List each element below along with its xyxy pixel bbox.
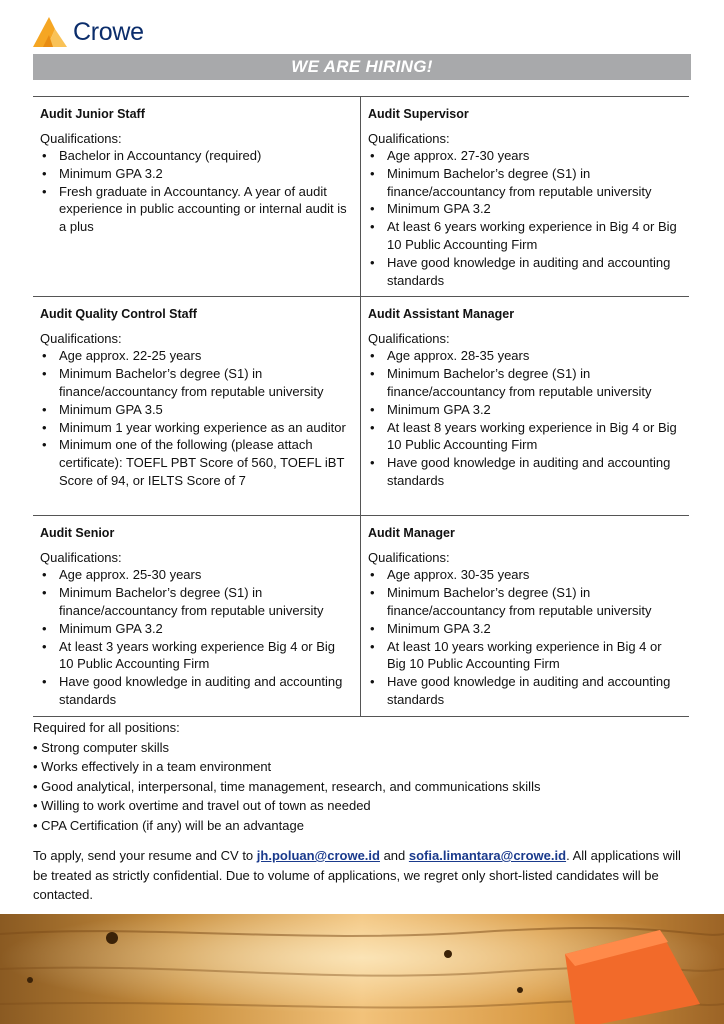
general-heading: Required for all positions:	[33, 720, 180, 735]
requirement-item: • Minimum GPA 3.2	[368, 620, 682, 638]
requirement-item: • Age approx. 28-35 years	[368, 347, 682, 365]
email-link-limantara[interactable]: sofia.limantara@crowe.id	[408, 848, 567, 863]
qualifications-label: Qualifications:	[40, 331, 122, 347]
requirement-item: • Have good knowledge in auditing and accounting standards	[368, 673, 682, 709]
qualifications-label: Qualifications:	[40, 131, 122, 146]
requirement-item: • Bachelor in Accountancy (required)	[40, 147, 353, 165]
position-cell	[33, 516, 361, 716]
position-cell	[361, 516, 690, 716]
requirement-item: • At least 6 years working experience in Big 4 or Big 10 Public Accounting Firm	[368, 218, 682, 254]
position-title: Audit Senior	[40, 526, 115, 541]
position-title: Audit Quality Control Staff	[40, 307, 197, 322]
general-item: • CPA Certification (if any) will be an advantage	[33, 817, 304, 833]
qualifications-label: Qualifications:	[368, 550, 450, 566]
brand-name: Crowe	[73, 17, 144, 46]
requirements-list	[368, 347, 682, 489]
requirements-list	[368, 566, 682, 708]
requirement-item: • Minimum Bachelor’s degree (S1) in finance/accountancy from reputable university	[368, 165, 682, 201]
requirement-item: • Minimum GPA 3.2	[40, 620, 353, 638]
crowe-logo	[33, 14, 144, 50]
position-cell	[33, 297, 361, 516]
qualifications-label: Qualifications:	[40, 550, 122, 566]
position-title: Audit Junior Staff	[40, 107, 145, 121]
wood-table-photo	[0, 914, 724, 1024]
requirement-item: • Minimum Bachelor’s degree (S1) in finance/accountancy from reputable university	[368, 584, 682, 620]
qualifications-label: Qualifications:	[368, 131, 450, 146]
crowe-mountain-icon	[33, 15, 67, 49]
general-item: • Strong computer skills	[33, 739, 170, 755]
requirement-item: • Minimum GPA 3.2	[368, 200, 682, 218]
position-title: Audit Assistant Manager	[368, 307, 515, 322]
position-title: Audit Supervisor	[368, 107, 469, 121]
general-requirements	[33, 718, 693, 835]
general-list	[33, 738, 693, 836]
requirement-item: • Have good knowledge in auditing and accounting standards	[368, 254, 682, 290]
requirement-item: • Minimum GPA 3.2	[368, 401, 682, 419]
position-cell	[33, 97, 361, 297]
apply-instructions	[33, 846, 691, 905]
requirement-item: • Minimum one of the following (please attach certificate): TOEFL PBT Score of 560, TOEFL iBT Score of 94, or IELTS Score of 7	[40, 436, 353, 489]
positions-table	[33, 96, 689, 717]
requirement-item: • Age approx. 27-30 years	[368, 147, 682, 165]
apply-outro: . All applications will be treated as strictly confidential. Due to volume of applications, we regret only short-listed candidates will be contacted.	[33, 848, 681, 902]
requirement-item: • At least 3 years working experience Big 4 or Big 10 Public Accounting Firm	[40, 638, 353, 674]
requirements-list	[368, 147, 682, 289]
general-item: • Good analytical, interpersonal, time management, research, and communications skills	[33, 778, 541, 794]
requirement-item: • Minimum Bachelor’s degree (S1) in finance/accountancy from reputable university	[40, 365, 353, 401]
requirements-list	[40, 566, 353, 708]
apply-and: and	[379, 848, 409, 863]
requirement-item: • Age approx. 22-25 years	[40, 347, 353, 365]
qualifications-label: Qualifications:	[368, 331, 450, 347]
general-item: • Works effectively in a team environment	[33, 759, 272, 774]
requirement-item: • Fresh graduate in Accountancy. A year of audit experience in public accounting or internal audit is a plus	[40, 183, 353, 236]
requirement-item: • Minimum GPA 3.2	[40, 165, 353, 183]
requirements-list	[40, 147, 353, 236]
position-cell	[361, 297, 690, 516]
requirements-list	[40, 347, 353, 489]
requirement-item: • Minimum Bachelor’s degree (S1) in finance/accountancy from reputable university	[40, 584, 353, 620]
requirement-item: • Have good knowledge in auditing and accounting standards	[368, 454, 682, 490]
requirement-item: • Minimum Bachelor’s degree (S1) in finance/accountancy from reputable university	[368, 365, 682, 401]
requirement-item: • At least 8 years working experience in Big 4 or Big 10 Public Accounting Firm	[368, 419, 682, 455]
wood-texture-image	[0, 914, 724, 1024]
requirement-item: • Minimum GPA 3.5	[40, 401, 353, 419]
requirement-item: • Age approx. 30-35 years	[368, 566, 682, 584]
email-link-poluan[interactable]: jh.poluan@crowe.id	[256, 848, 380, 863]
position-cell	[361, 97, 690, 297]
requirement-item: • Age approx. 25-30 years	[40, 566, 353, 584]
position-title: Audit Manager	[368, 526, 455, 541]
apply-intro: To apply, send your resume and CV to	[33, 848, 257, 863]
requirement-item: • At least 10 years working experience in Big 4 or Big 10 Public Accounting Firm	[368, 638, 682, 674]
requirement-item: • Minimum 1 year working experience as an auditor	[40, 419, 353, 437]
hiring-banner: WE ARE HIRING!	[33, 54, 691, 80]
general-item: • Willing to work overtime and travel out of town as needed	[33, 798, 371, 813]
requirement-item: • Have good knowledge in auditing and accounting standards	[40, 673, 353, 709]
